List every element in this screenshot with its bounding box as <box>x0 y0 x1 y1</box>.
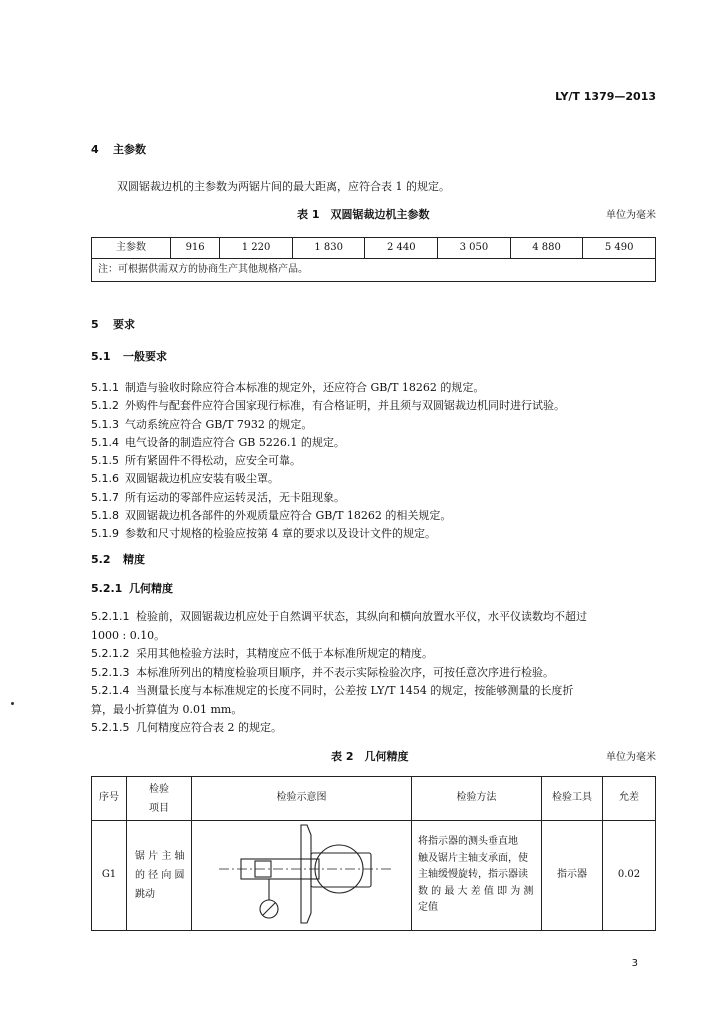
standard-code: LY/T 1379—2013 <box>555 90 656 103</box>
row-label: 主参数 <box>92 238 171 259</box>
section-5-1-heading <box>91 350 167 364</box>
clause-text: 电气设备的制造应符合 GB 5226.1 的规定。 <box>125 436 345 449</box>
section-number: 5.2 <box>91 553 111 566</box>
clause-number: 5.2.1.4 <box>91 684 130 697</box>
clause-5-2-1-4 <box>91 684 573 698</box>
header-diagram: 检验示意图 <box>192 777 412 821</box>
clause-5-1-2 <box>91 399 565 413</box>
section-title: 精度 <box>123 553 145 566</box>
section-4-paragraph: 双圆锯裁边机的主参数为两锯片间的最大距离，应符合表 1 的规定。 <box>117 180 450 193</box>
method-line: 触及锯片主轴支承面，使 <box>418 852 528 864</box>
table-header-row <box>92 777 656 821</box>
clause-5-1-7 <box>91 491 345 505</box>
method-line: 数 的 最 大 差 值 即 为 测 <box>418 885 534 897</box>
spindle-runout-diagram <box>197 821 407 925</box>
clause-5-2-1-1-cont: 1000 : 0.10。 <box>91 629 166 642</box>
clause-5-1-3 <box>91 418 312 432</box>
row-tool: 指示器 <box>542 821 603 931</box>
row-method <box>412 821 542 931</box>
clause-number: 5.1.5 <box>91 454 119 467</box>
clause-text: 本标准所列出的精度检验项目顺序，并不表示实际检验次序，可按任意次序进行检验。 <box>136 666 554 679</box>
table-cell: 1 220 <box>220 238 293 259</box>
clause-5-1-6 <box>91 472 279 486</box>
section-title: 一般要求 <box>123 350 167 363</box>
table-1 <box>91 237 656 282</box>
section-number: 4 <box>91 143 99 156</box>
clause-text: 几何精度应符合表 2 的规定。 <box>136 721 282 734</box>
clause-5-2-1-3 <box>91 666 554 680</box>
clause-number: 5.2.1.5 <box>91 721 130 734</box>
table-1-unit: 单位为毫米 <box>606 210 656 221</box>
section-title: 主参数 <box>113 143 146 156</box>
header-item-line: 项目 <box>149 802 169 814</box>
clause-text: 制造与验收时除应符合本标准的规定外，还应符合 GB/T 18262 的规定。 <box>125 381 485 394</box>
clause-text: 外购件与配套件应符合国家现行标准，有合格证明，并且须与双圆锯裁边机同时进行试验。 <box>125 399 565 412</box>
table-row <box>92 259 656 282</box>
page-number: 3 <box>631 958 638 969</box>
table-note: 注：可根据供需双方的协商生产其他规格产品。 <box>92 259 656 282</box>
header-item-line: 检验 <box>149 783 169 795</box>
clause-number: 5.2.1.3 <box>91 666 130 679</box>
row-diagram <box>192 821 412 931</box>
clause-5-1-4 <box>91 436 345 450</box>
clause-number: 5.1.3 <box>91 418 119 431</box>
clause-5-1-8 <box>91 509 451 523</box>
method-line: 将指示器的测头垂直地 <box>418 836 518 847</box>
row-item-line: 的 径 向 圆 <box>135 869 185 881</box>
clause-number: 5.2.1.2 <box>91 647 130 660</box>
row-seq: G1 <box>92 821 127 931</box>
header-seq: 序号 <box>92 777 127 821</box>
table-cell: 1 830 <box>292 238 365 259</box>
clause-5-2-1-2 <box>91 647 433 661</box>
section-number: 5 <box>91 318 99 331</box>
header-item <box>127 777 192 821</box>
table-row <box>92 821 656 931</box>
section-5-heading <box>91 318 135 332</box>
clause-5-2-1-5 <box>91 721 282 735</box>
header-tolerance: 允差 <box>603 777 656 821</box>
clause-number: 5.2.1.1 <box>91 610 130 623</box>
table-2-caption: 表 2 几何精度 <box>331 750 409 763</box>
table-cell: 4 880 <box>510 238 583 259</box>
section-title: 要求 <box>113 318 135 331</box>
clause-number: 5.1.7 <box>91 491 119 504</box>
clause-5-1-9 <box>91 527 436 541</box>
clause-text: 采用其他检验方法时，其精度应不低于本标准所规定的精度。 <box>136 647 433 660</box>
table-cell: 2 440 <box>365 238 438 259</box>
clause-5-1-1 <box>91 381 484 395</box>
clause-5-2-1-1 <box>91 610 587 624</box>
row-item <box>127 821 192 931</box>
scan-speck <box>11 702 14 705</box>
clause-text: 双圆锯裁边机各部件的外观质量应符合 GB/T 18262 的相关规定。 <box>125 509 452 522</box>
clause-text: 所有紧固件不得松动，应安全可靠。 <box>125 454 301 467</box>
section-title: 几何精度 <box>129 582 173 595</box>
row-item-line: 锯 片 主 轴 <box>135 850 185 862</box>
table-row <box>92 238 656 259</box>
table-1-caption: 表 1 双圆锯裁边机主参数 <box>297 208 430 221</box>
clause-number: 5.1.9 <box>91 527 119 540</box>
clause-number: 5.1.1 <box>91 381 119 394</box>
clause-5-1-5 <box>91 454 301 468</box>
clause-text: 参数和尺寸规格的检验应按第 4 章的要求以及设计文件的规定。 <box>125 527 436 540</box>
header-tool: 检验工具 <box>542 777 603 821</box>
table-cell: 3 050 <box>438 238 511 259</box>
clause-number: 5.1.4 <box>91 436 119 449</box>
clause-number: 5.1.6 <box>91 472 119 485</box>
clause-text: 当测量长度与本标准规定的长度不同时，公差按 LY/T 1454 的规定，按能够测量的长度折 <box>136 684 574 697</box>
table-cell: 916 <box>171 238 220 259</box>
clause-number: 5.1.2 <box>91 399 119 412</box>
section-5-2-1-heading <box>91 582 173 596</box>
clause-text: 气动系统应符合 GB/T 7932 的规定。 <box>125 418 313 431</box>
table-cell: 5 490 <box>583 238 656 259</box>
table-2 <box>91 776 656 931</box>
clause-5-2-1-4-cont: 算，最小折算值为 0.01 mm。 <box>91 703 243 716</box>
section-4-heading <box>91 143 146 157</box>
clause-text: 所有运动的零部件应运转灵活，无卡阻现象。 <box>125 491 345 504</box>
section-number: 5.2.1 <box>91 582 123 595</box>
clause-number: 5.1.8 <box>91 509 119 522</box>
clause-text: 检验前，双圆锯裁边机应处于自然调平状态，其纵向和横向放置水平仪，水平仪读数均不超过 <box>136 610 587 623</box>
header-method: 检验方法 <box>412 777 542 821</box>
method-line: 定值 <box>418 902 438 913</box>
method-line: 主轴缓慢旋转，指示器读 <box>418 869 528 880</box>
row-item-line: 跳动 <box>135 888 155 900</box>
table-2-unit: 单位为毫米 <box>606 752 656 763</box>
clause-text: 双圆锯裁边机应安装有吸尘罩。 <box>125 472 279 485</box>
section-number: 5.1 <box>91 350 111 363</box>
section-5-2-heading <box>91 553 145 567</box>
row-tolerance: 0.02 <box>603 821 656 931</box>
